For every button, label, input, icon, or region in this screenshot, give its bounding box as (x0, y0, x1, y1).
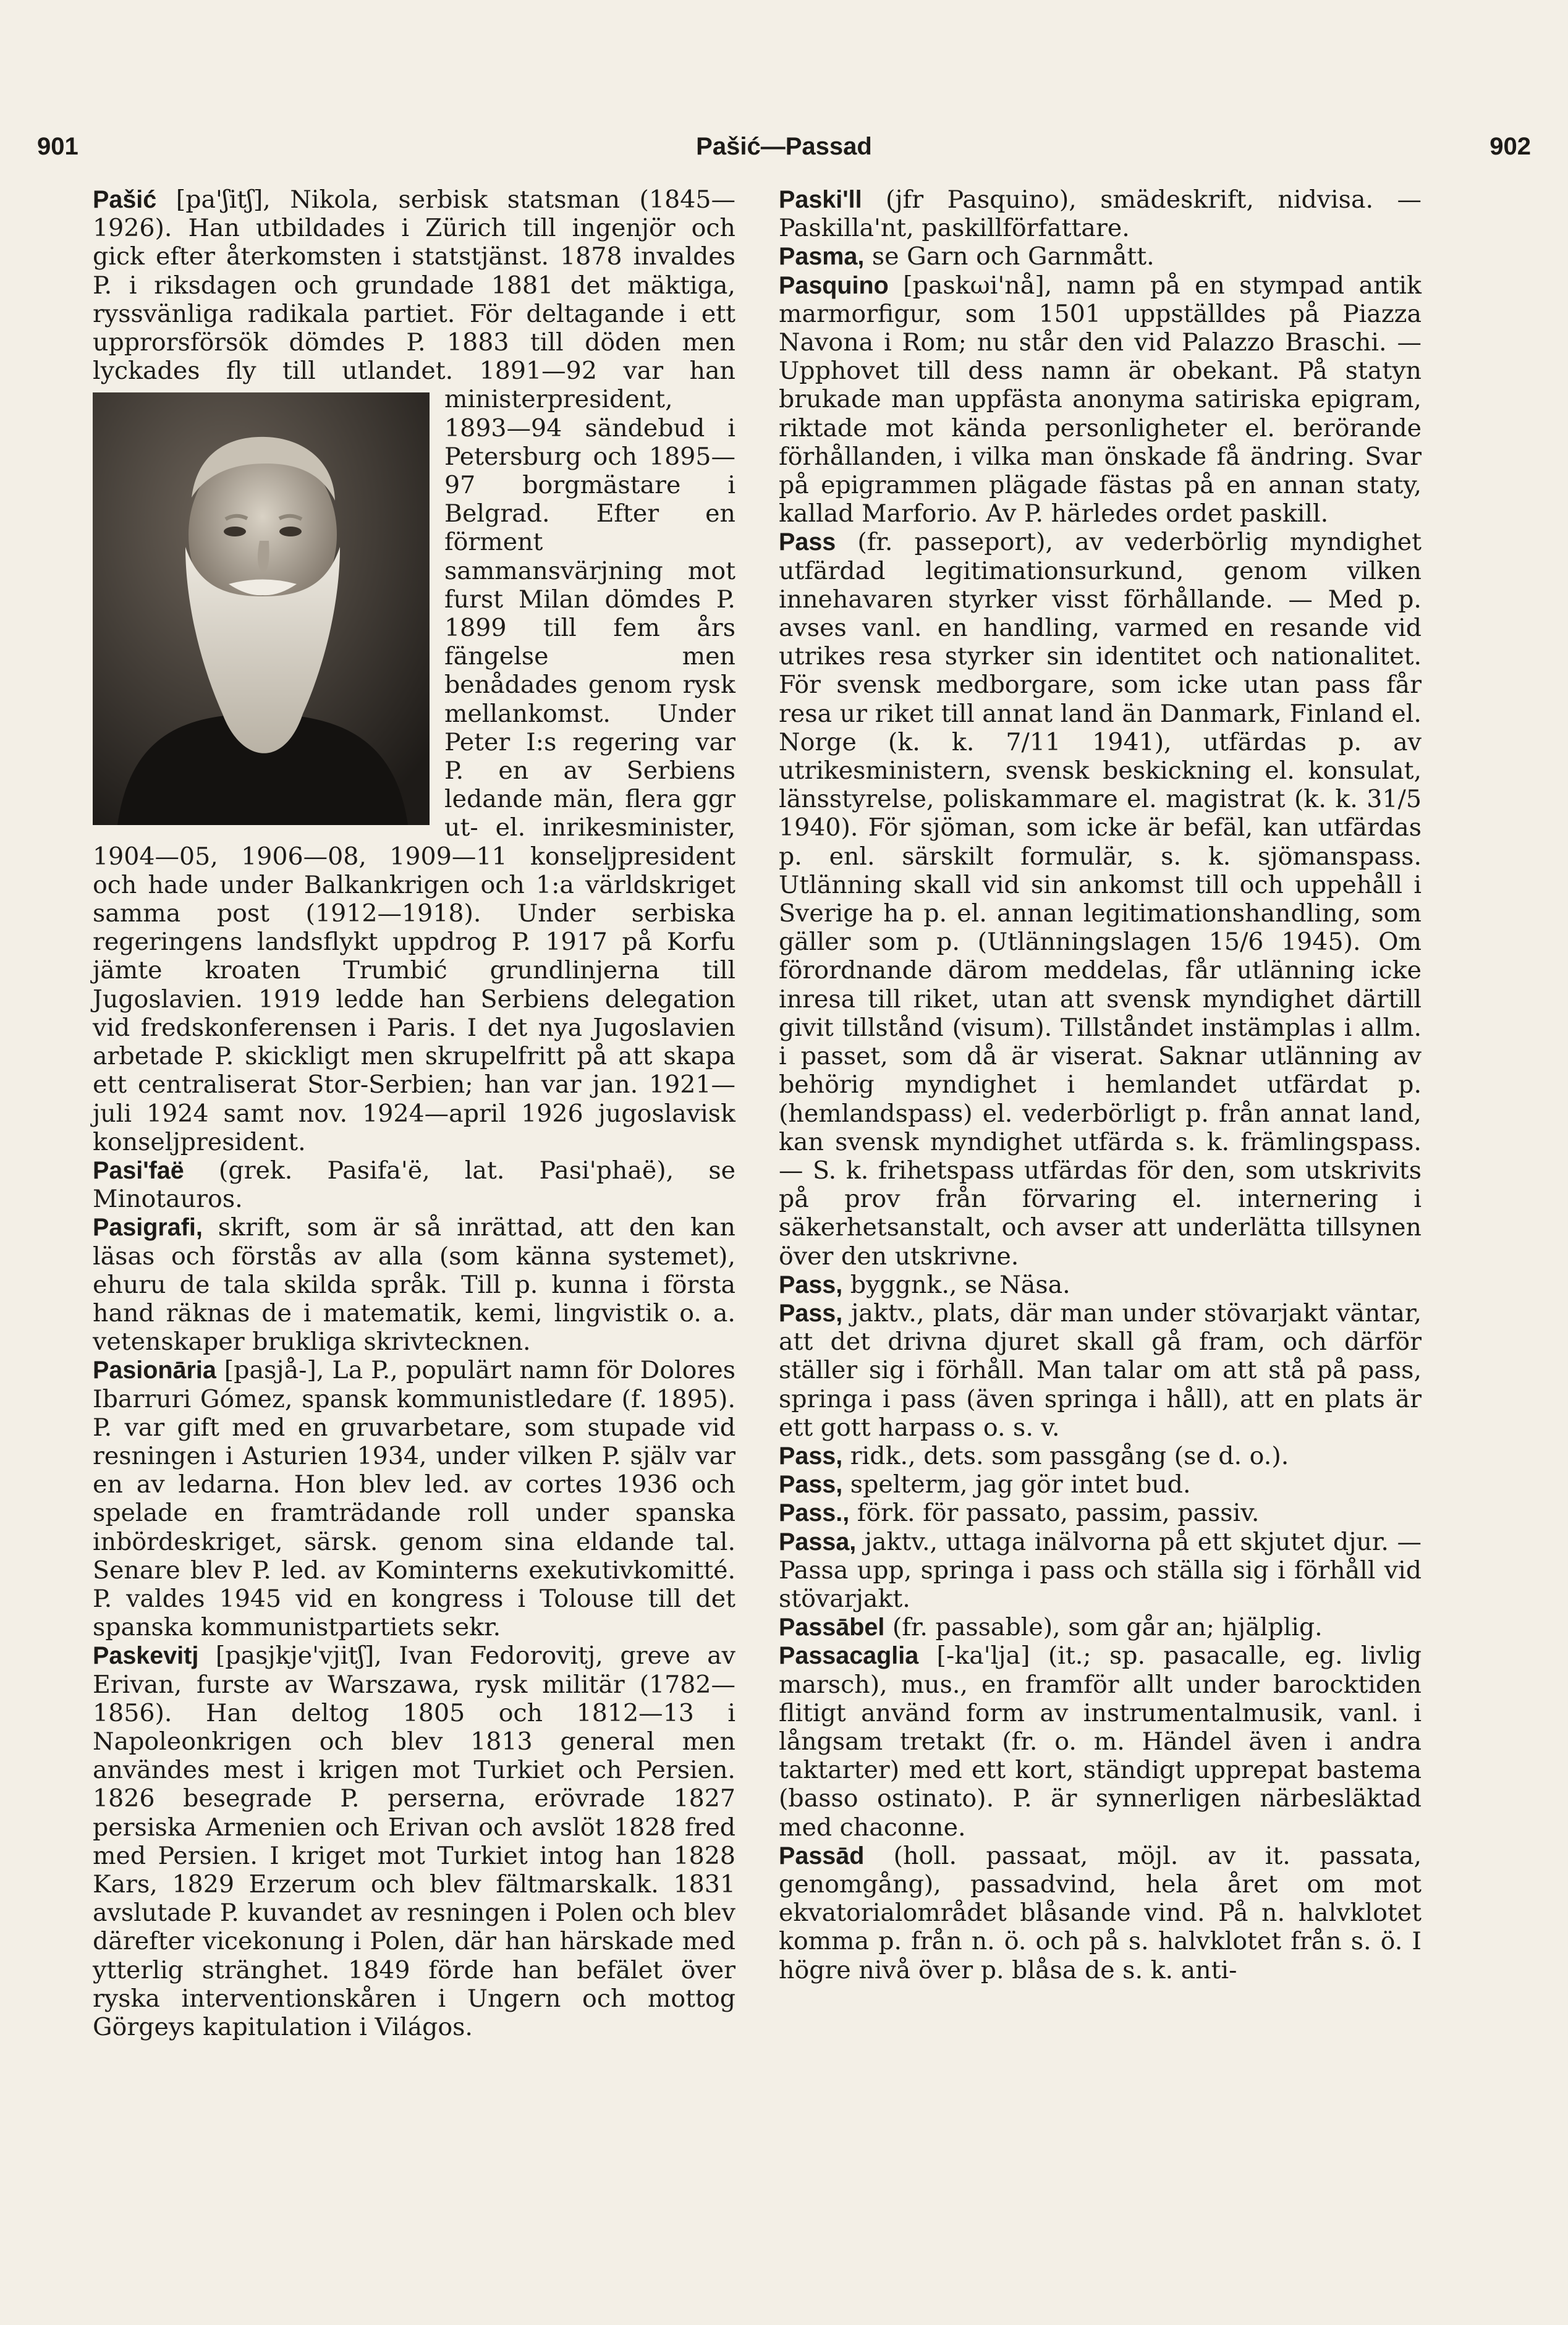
entry-text: (holl. passaat, möjl. av it. passata, genomgång), passadvind, hela året om mot ekvatorialområdet blåsande vind. På n. halvklotet komma p. från n. ö. och på s. halvklotet från s. ö. I högre nivå över p. blåsa de s. k. anti- (779, 1841, 1422, 1984)
entry-headword: Pasigrafi, (93, 1214, 203, 1242)
entry-text: se Garn och Garnmått. (864, 242, 1155, 271)
entry-text: ridk., dets. som passgång (se d. o.). (842, 1441, 1289, 1470)
entry-text: (fr. passable), som går an; hjälplig. (884, 1613, 1323, 1642)
entry-pasigrafi (93, 1213, 735, 1356)
right-column (779, 185, 1422, 1984)
entry-text: [-ka'lja] (it.; sp. pasacalle, eg. livlig marsch), mus., en framför allt under barocktiden flitigt använd form av instrumentalmusik, vanl. i långsam tretakt (fr. o. m. Händel även i andra taktarter) med ett kort, ständigt upprepat bastema (basso ostinato). P. är synnerligen närbesläktad med chaconne. (779, 1641, 1422, 1842)
entry-headword: Pasma, (779, 243, 865, 271)
entry-passad (779, 1842, 1422, 1984)
entry-pass (779, 528, 1422, 1270)
page-number-left: 901 (37, 133, 78, 160)
entry-headword: Pass., (779, 1499, 850, 1527)
entry-text: förk. för passato, passim, passiv. (849, 1499, 1260, 1528)
entry-headword: Pass, (779, 1299, 843, 1327)
entry-text: [paskωi'nå], namn på en stympad antik marmorfigur, som 1501 uppställdes på Piazza Navona i Rom; nu står den vid Palazzo Braschi. — Upphovet till dess namn är obekant. På statyn brukade man uppfästa anonyma satiriska epigram, riktade mot kända personligheter el. berörande förhållanden, i vilka man önskade få ändring. Svar på epigrammen plägade fästas på en annan staty, kallad Marforio. Av P. härledes ordet paskill. (779, 271, 1422, 528)
entry-headword: Pasionāria (93, 1357, 216, 1384)
entry-text: skrift, som är så inrättad, att den kan läsas och förstås av alla (som känna systemet), ehuru de tala skilda språk. Till p. kunna i första hand räknas de i matematik, kemi, lingvistik o. a. vetenskaper brukliga skrivtecknen. (93, 1213, 735, 1357)
entry-text: jaktv., uttaga inälvorna på ett skjutet djur. — Passa upp, springa i pass och ställa sig i förhåll vid stövarjakt. (779, 1527, 1422, 1613)
entry-headword: Passābel (779, 1614, 885, 1641)
entry-headword: Pass, (779, 1442, 843, 1470)
entry-pass-byggnk (779, 1271, 1422, 1299)
entry-text: (grek. Pasifa'ë, lat. Pasi'phaë), se Minotauros. (93, 1156, 735, 1214)
entry-text: byggnk., se Näsa. (842, 1270, 1070, 1299)
left-column (93, 185, 735, 2041)
portrait-photo (93, 392, 430, 825)
entry-pasic (93, 185, 735, 1156)
entry-text: (jfr Pasquino), smädeskrift, nidvisa. — Paskilla'nt, paskillförfattare. (779, 185, 1422, 243)
running-head: Pašić—Passad (696, 133, 872, 160)
entry-text-continued: han ministerpresident, 1893—94 sändebud i Petersburg och 1895—97 borgmästare i Belgrad. Efter en förment sammansvärjning mot furst Milan dömdes P. 1899 till fem års fängelse men benådades genom rysk mellankomst. Under Peter I:s regering var P. en av Serbiens ledande män, flera ggr ut- el. inrikesminister, 1904—05, 1906—08, 1909—11 konseljpresident och hade under Balkankrigen och 1:a världskriget samma post (1912—1918). Under serbiska regeringens landsflykt uppdrog P. 1917 på Korfu jämte kroaten Trumbić grundlinjerna till Jugoslavien. 1919 ledde han Serbiens delegation vid fredskonferensen i Paris. I det nya Jugoslavien arbetade P. skickligt men skrupelfritt på att skapa ett centraliserat Stor-Serbien; han var jan. 1921—juli 1924 samt nov. 1924—april 1926 jugoslavisk konseljpresident. (93, 357, 735, 1156)
entry-headword: Passacaglia (779, 1642, 919, 1670)
page-header (37, 133, 1531, 170)
entry-paskill (779, 185, 1422, 242)
entry-text: [pasjå-], La P., populärt namn för Dolores Ibarruri Gómez, spansk kommunistledare (f. 1895). P. var gift med en gruvarbetare, som stupade vid resningen i Asturien 1934, under vilken P. själv var en av ledarna. Hon blev led. av cortes 1936 och spelade en framträdande roll under spanska inbördeskriget, särsk. genom sina eldande tal. Senare blev P. led. av Kominterns exekutivkomitté. P. valdes 1945 vid en kongress i Tolouse till det spanska kommunistpartiets sekr. (93, 1356, 735, 1642)
entry-headword: Pasi'faë (93, 1156, 184, 1184)
entry-text: spelterm, jag gör intet bud. (842, 1470, 1191, 1499)
entry-headword: Pass, (779, 1471, 843, 1499)
entry-pasifae (93, 1156, 735, 1213)
entry-headword: Passād (779, 1842, 865, 1870)
entry-headword: Pasquino (779, 271, 889, 299)
entry-text: jaktv., plats, där man under stövarjakt väntar, att det drivna djuret skall gå fram, och därför ställer sig i förhåll. Man talar om att stå på pass, springa i pass (även springa i håll), att en plats är ett gott harpass o. s. v. (779, 1298, 1422, 1442)
entry-passa (779, 1528, 1422, 1614)
entry-headword: Pass (779, 528, 836, 556)
entry-pass-spelterm (779, 1470, 1422, 1499)
entry-paskevitj (93, 1641, 735, 2041)
entry-pass-abbrev (779, 1499, 1422, 1527)
entry-pasquino (779, 271, 1422, 528)
entry-pass-ridk (779, 1442, 1422, 1470)
entry-pasionaria (93, 1356, 735, 1641)
entry-text: [pasjkje'vjitʃ], Ivan Fedorovitj, greve av Erivan, furste av Warszawa, rysk militär (1782—1856). Han deltog 1805 och 1812—13 i Napoleonkrigen och blev 1813 general men användes mest i krigen mot Turkiet och Persien. 1826 besegrade P. perserna, erövrade 1827 persiska Armenien och Erivan och avslöt 1828 fred med Persien. I kriget mot Turkiet intog han 1828 Kars, 1829 Erzerum och blev fältmarskalk. 1831 avslutade P. kuvandet av resningen i Polen och blev därefter vicekonung i Polen, där han härskade med ytterlig stränghet. 1849 förde han befälet över ryska interventionskåren i Ungern och mottog Görgeys kapitulation i Világos. (93, 1641, 735, 2041)
entry-headword: Paskevitj (93, 1642, 199, 1670)
entry-text: [pa'ʃitʃ], Nikola, serbisk statsman (1845—1926). Han utbildades i Zürich till ingenjör och gick efter återkomsten i statstjänst. 1878 invaldes P. i riksdagen och grundade 1881 det mäktiga, ryssvänliga radikala partiet. För deltagande i ett upprorsförsök dömdes P. 1883 till döden men lyckades fly till utlandet. 1891—92 var (93, 185, 735, 386)
entry-passacaglia (779, 1641, 1422, 1841)
entry-headword: Passa, (779, 1528, 857, 1556)
entry-pasma (779, 242, 1422, 271)
entry-headword: Paski'll (779, 186, 862, 213)
entry-passabel (779, 1613, 1422, 1641)
entry-headword: Pass, (779, 1271, 843, 1298)
entry-pass-jaktv (779, 1299, 1422, 1442)
entry-headword: Pašić (93, 186, 157, 213)
page-number-right: 902 (1490, 133, 1531, 160)
entry-text: (fr. passeport), av vederbörlig myndighet utfärdad legitimationsurkund, genom vilken innehavaren styrker visst förhållande. — Med p. avses vanl. en handling, varmed en resande vid utrikes resa styrker sin identitet och nationalitet. För svensk medborgare, som icke utan pass får resa ur riket till annat land än Danmark, Finland el. Norge (k. k. 7/11 1941), utfärdas p. av utrikesministern, svensk beskickning el. konsulat, länsstyrelse, poliskammare el. magistrat (k. k. 31/5 1940). För sjöman, som icke är befäl, kan utfärdas p. enl. särskilt formulär, s. k. sjömanspass. Utlänning skall vid sin ankomst till och uppehåll i Sverige ha p. el. annan legitimationshandling, som gäller som p. (Utlänningslagen 15/6 1945). Om förordnande därom meddelas, får utlänning icke inresa till riket, utan att svensk myndighet därtill givit tillstånd (visum). Tillståndet instämplas i allm. i passet, som då är viserat. Saknar utlänning av behörig myndighet i hemlandet utfärdat p. (hemlandspass) el. vederbörligt p. från annat land, kan svensk myndighet utfärda s. k. främlingspass. — S. k. frihetspass utfärdas för den, som utskrivits på prov från förvaring el. internering i säkerhetsanstalt, och avser att underlätta tillsynen över den utskrivne. (779, 528, 1422, 1271)
portrait-illustration (93, 392, 430, 825)
